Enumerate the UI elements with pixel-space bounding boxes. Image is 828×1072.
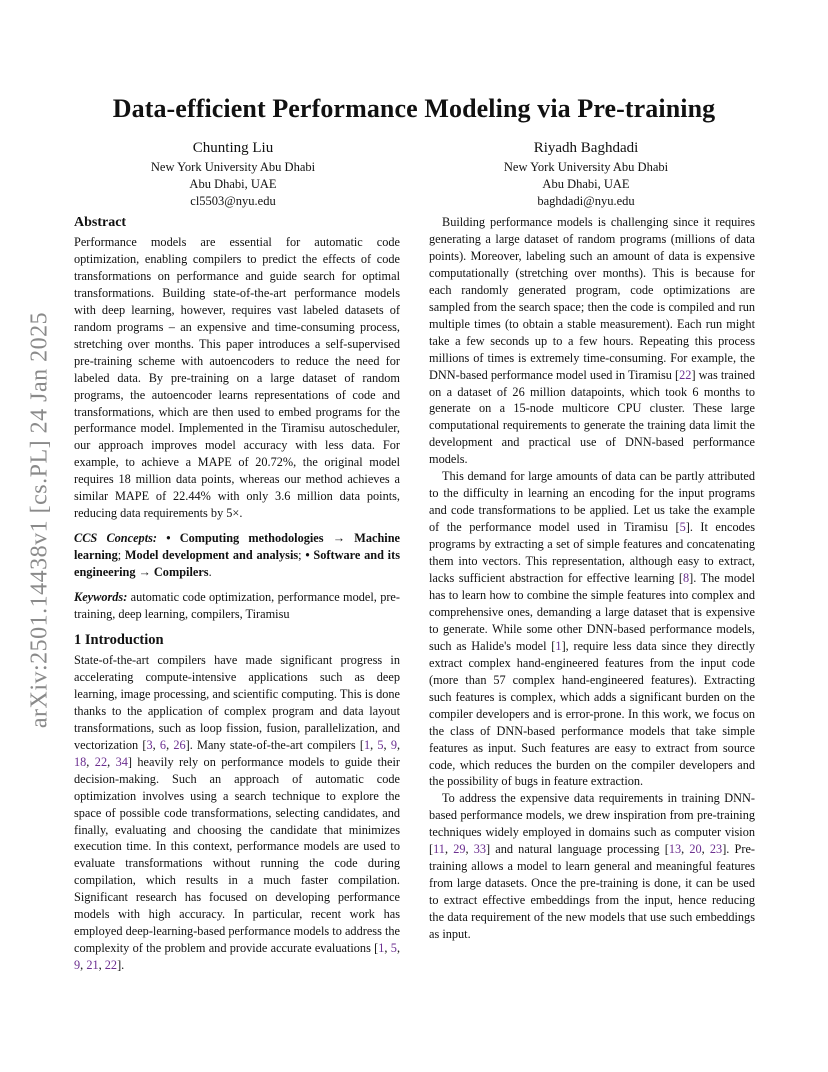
citation-link[interactable]: 22 — [679, 367, 692, 382]
citation-link[interactable]: 33 — [473, 842, 487, 857]
citation-link[interactable]: 6 — [159, 737, 167, 752]
section-heading-introduction: 1 Introduction — [74, 631, 164, 648]
author-location: Abu Dhabi, UAE — [189, 177, 277, 191]
intro-paragraph-4: To address the expensive data requirements in training DNN-based performance models, we drew inspiration from pre-training techniques widely employed in domains such as computer vision [11, 29, 33] and natural language processing [13, 20, 23]. Pre-training allows a model to learn general and meaningful features from large datasets. Once the pre-training is done, it can be used to extract effective embeddings from the input, hence reducing the data requirement of the new models that use such embeddings as input. — [429, 791, 756, 942]
paper-title: Data-efficient Performance Modeling via Pre-training — [112, 94, 716, 123]
intro-paragraph-1: State-of-the-art compilers have made significant progress in accelerating compute-intensive applications such as deep learning, image processing, and scientific computing. This is done thanks to the application of complex program and data layout transformations, such as loop fission, fusion, parallelization, and vectorization [3, 6, 26]. Many state-of-the-art compilers [1, 5, 9, 18, 22, 34] heavily rely on performance models to guide their decision-making. Such an approach of automatic code optimization involves using a search technique to explore the space of possible code transformations, selecting candidates, and finally, evaluating and choosing the candidate that minimizes execution time. In this context, performance models are used to evaluate transformations without running the code during compilation, which results in a much faster compilation. Significant research has focused on developing performance models with high accuracy. In particular, recent work has employed deep-learning-based performance models to address the complexity of the problem and provide accurate evaluations [1, 5, 9, 21, 22]. — [74, 652, 401, 973]
citation-link[interactable]: 3 — [146, 737, 153, 752]
intro-paragraph-3: This demand for large amounts of data can be partly attributed to the difficulty in learning an encoding for the input programs and code transformations to be applied. Let us take the example of the performance model used in Tiramisu [5]. It encodes programs by extracting a set of simple features and concatenating them into vectors. This representation, although easy to extract, lacks sufficient abstraction for effective learning [8]. The model has to learn how to combine the simple features into complex and comprehensive ones, demanding a large dataset that is expensive to generate. While some other DNN-based performance models, such as Halide's model [1], require less data since they directly extract complex hand-engineered features from the input code (more than 57 complex hand-engineered features). Extracting such features is complex, which adds a significant burden on the compiler developers and is error-prone. In this work, we focus on the class of DNN-based performance models that take simple features as input. Such features are easy to extract from source code, which reduces the burden on the compiler developers and the possibility of bugs in feature extraction. — [429, 469, 755, 789]
citation-link[interactable]: 21 — [86, 958, 99, 973]
citation-link[interactable]: 20 — [689, 842, 702, 857]
author-name: Riyadh Baghdadi — [533, 140, 639, 156]
ccs-concept-2: Model development and analysis — [124, 548, 299, 563]
citation-link[interactable]: 23 — [709, 842, 723, 857]
arxiv-identifier: arXiv:2501.14438v1 [cs.PL] 24 Jan 2025 — [26, 311, 53, 729]
abstract-text: Performance models are essential for automatic code optimization, enabling compilers to predict the effects of code transformations on performance and guide search for optimal transformations. Building state-of-the-art performance models with deep learning, however, requires vast labeled datasets of random programs – an expensive and time-consuming process, stretching over months. This paper introduces a self-supervised pre-training scheme with autoencoders to reduce the need for labeled data. By pre-training on a large dataset of random programs, the autoencoder learns representations of code and transformations, which are then used to embed programs for the performance model. Implemented in the Tiramisu autoscheduler, our approach improves model accuracy with less data. For example, to achieve a MAPE of 20.72%, the original model requires 18 million data points, whereas our method achieves a similar MAPE of 22.44% with only 3.6 million data points, reducing data requirements by 5×. — [74, 235, 400, 521]
right-column — [429, 214, 755, 943]
citation-link[interactable]: 8 — [683, 571, 690, 586]
citation-link[interactable]: 34 — [115, 754, 128, 769]
citation-link[interactable]: 18 — [74, 754, 87, 769]
intro-paragraph-2: Building performance models is challenging since it requires generating a large dataset of random programs (millions of data points). Moreover, labeling such an amount of data is expensive computationally (stretching over months). This is because for each randomly generated program, code optimizations are sampled from the search space; then the code is compiled and run multiple times (to obtain a stable measurement). Each run might take a few seconds up to a few hours. Repeating this process millions of times is extremely time-consuming. For example, the DNN-based performance model used in Tiramisu [22] was trained on a dataset of 26 million datapoints, which took 6 months to generate on a 15-node multicore CPU cluster. These large computational requirements to generate the training data limit the development and practical use of DNN-based performance models. — [429, 215, 755, 467]
keywords-text: automatic code optimization, performance model, pre-training, deep learning, compilers, Tiramisu — [74, 590, 400, 622]
ccs-concept-3: • Software and its engineering → Compilers — [74, 548, 400, 580]
citation-link[interactable]: 22 — [94, 754, 108, 769]
author-affiliation: New York University Abu Dhabi — [503, 160, 669, 174]
abstract-heading: Abstract — [74, 215, 127, 230]
author-email: cl5503@nyu.edu — [190, 194, 276, 208]
citation-link[interactable]: 9 — [74, 958, 81, 973]
citation-link[interactable]: 13 — [668, 842, 682, 857]
citation-link[interactable]: 9 — [390, 737, 397, 752]
citation-link[interactable]: 1 — [555, 638, 562, 653]
arxiv-side-stamp — [26, 275, 54, 765]
citation-link[interactable]: 26 — [173, 737, 186, 752]
author-block-2 — [456, 138, 716, 210]
author-block-1 — [103, 138, 363, 210]
citation-link[interactable]: 29 — [453, 842, 466, 857]
citation-link[interactable]: 5 — [679, 520, 686, 535]
citation-link[interactable]: 5 — [377, 737, 384, 752]
ccs-concept-1: • Computing methodologies → Machine learning — [74, 531, 400, 563]
author-affiliation: New York University Abu Dhabi — [150, 160, 316, 174]
citation-link[interactable]: 11 — [433, 842, 445, 857]
citation-link[interactable]: 1 — [363, 737, 371, 752]
author-location: Abu Dhabi, UAE — [542, 177, 630, 191]
keywords — [74, 589, 400, 623]
author-name: Chunting Liu — [192, 140, 274, 156]
citation-link[interactable]: 5 — [390, 941, 397, 956]
left-column — [74, 214, 400, 974]
ccs-concepts: CCS Concepts: • Computing methodologies → Machine learning; Model development and analysis; • Software and its engineering → Compilers. — [74, 531, 400, 580]
ccs-label: CCS Concepts: — [74, 531, 157, 546]
citation-link[interactable]: 22 — [104, 958, 118, 973]
author-email: baghdadi@nyu.edu — [537, 194, 635, 208]
keywords-label: Keywords: — [74, 590, 128, 605]
citation-link[interactable]: 1 — [378, 941, 385, 956]
